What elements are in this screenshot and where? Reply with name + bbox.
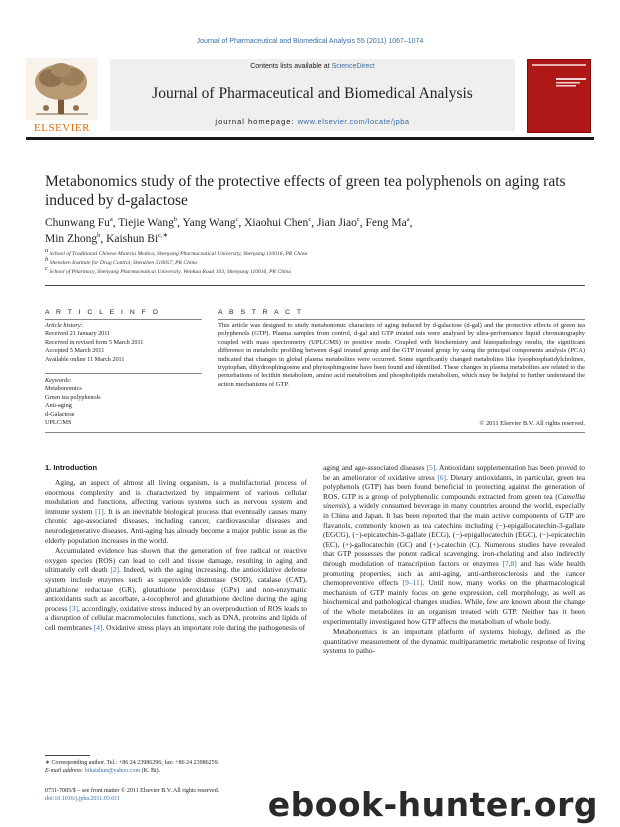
journal-homepage <box>110 117 515 126</box>
keyword: UPLC/MS <box>45 419 72 427</box>
citation-link[interactable]: [7,8] <box>502 558 517 568</box>
author[interactable]: Jian Jiao$^c$ <box>316 216 360 229</box>
journal-cover-thumbnail <box>527 59 591 133</box>
history-item: Received in revised form 5 March 2011 <box>45 338 144 346</box>
author[interactable]: Xiaohui Chen$^c$ <box>244 216 312 229</box>
body-paragraph: Metabonomics is an important platform of systems biology, defined as the quantitative measurement of the dynamic multiparametric metabolic response of living systems to patho- <box>323 627 585 656</box>
author[interactable]: Kaishun $Bi^{c,∗}$ <box>106 232 169 245</box>
homepage-link[interactable]: www.elsevier.com/locate/jpba <box>297 117 410 126</box>
citation-link[interactable]: [1] <box>95 506 104 516</box>
corresponding-author-footnote <box>45 759 307 775</box>
history-item: Available online 11 March 2011 <box>45 355 125 363</box>
abstract-text: This article was designed to study metabonomic characters of aging induced by d-galactose (d-gal) and the protective effects of green tea polyphenols (GTP). Plasma samples from control, d-gal and GTP treated rats were analysed by ultra-performance liquid chromatography coupled with mass spectrometry (UPLC/MS) in positive mode. Coupled with biochemistry and histopathology results, the significant difference in metabolic profiling between d-gal treated group and the GTP treated group by using the principal components analysis (PCA) indicated that changes in global plasma metabolites were occurred. Some significantly changed metabolites like lysophosphatidylcholines, tryptophan, dihydrosphingosine and phytosphingosine have been found and identified. These changes in plasma metabolites are related to the perturbations of lecithin metabolism, amino acid metabolism and phospholipids metabolism, which may be helpful to further understand the action mechanisms of GTP. <box>218 322 585 388</box>
email-link[interactable]: bikaishun@yahoo.com <box>84 768 141 774</box>
cover-title-graphic <box>556 78 588 91</box>
author[interactable]: Yang Wang$^c$ <box>182 216 239 229</box>
sciencedirect-link[interactable]: ScienceDirect <box>331 63 375 70</box>
body-column-left <box>45 478 307 634</box>
body-column-right <box>323 463 585 657</box>
homepage-label: journal homepage: <box>215 117 298 126</box>
affiliation: $^b$ Shenzhen Institute for Drug Control, Shenzhen 518057, PR China <box>45 256 198 266</box>
author[interactable]: Chunwang Fu$^a$ <box>45 216 113 229</box>
contents-line <box>110 63 515 70</box>
article-info-rule <box>45 319 202 320</box>
cover-decoration <box>532 64 586 66</box>
journal-name: Journal of Pharmaceutical and Biomedical Analysis <box>152 85 473 102</box>
watermark-banner <box>0 786 620 827</box>
author[interactable]: Tiejie Wang$^b$ <box>118 216 178 229</box>
publisher-name: ELSEVIER <box>34 122 90 134</box>
history-item: Accepted 5 March 2011 <box>45 347 105 355</box>
author[interactable]: Feng Ma$^a$ <box>365 216 410 229</box>
keyword: Metabonomics <box>45 385 82 393</box>
abstract-bottom-rule <box>45 432 585 433</box>
keywords-label: Keywords: <box>45 377 72 384</box>
article-title: Metabonomics study of the protective effects of green tea polyphenols on aging rats induced by d-galactose <box>45 173 566 209</box>
journal-reference[interactable]: Journal of Pharmaceutical and Biomedical Analysis 55 (2011) 1067–1074 <box>196 38 424 45</box>
body-paragraph: aging and age-associated diseases [5]. Antioxidant supplementation has been proved to be an ameliorator of oxidative stress [6]. Dietary antioxidants, in particular, green tea polyphenols (GTP) has been found beneficial in protecting against the generation of ROS. GTP is a group of polyphenolic compounds extracted from green tea (Camellia sinensis), a widely consumed beverage in many countries around the world, especially in China and Japan. It has been reported that the main active components of GTP are flavanols, commonly known as tea catechins including (−)-epigallocatechin-3-gallate (EGCG), (−)-epicatechin-3-gallate (ECG), (−)-epigallocatechin (EGC), (−)-epicatechin (EC), (+)-gallocatechin (GC) and (+)-catechin (C). Numerous studies have revealed that GTP possesses the potent radical scavenging, iron-chelating and also indirectly through modulation of transcription factors or enzymes [7,8] and has wide health promoting properties, such as anti-aging, anti-artherosclerosis and the cancer chemopreventive effects [9–11]. Until now, many works on the pharmacological mechanism of GTP mainly focus on gene expression, cell morphology, as well as biochemical and pathological changes studies. While, few are known about the change of the whole metabolites in an organism treated with GTP. Neither has it been experimentally investigated how GTP affects the metabolism of whole body. <box>323 463 585 626</box>
keyword: d-Galactose <box>45 410 75 418</box>
history-item: Received 21 January 2011 <box>45 330 111 338</box>
citation-link[interactable]: [5] <box>426 463 436 472</box>
affiliation: $^a$ School of Traditional Chinese Materia Medica, Shenyang Pharmaceutical University, Shenyang 110016, PR China <box>45 247 308 257</box>
citation-link[interactable]: [3] <box>69 603 78 613</box>
keywords <box>45 377 202 427</box>
section-heading-introduction: 1. Introduction <box>45 463 98 472</box>
abstract-copyright: © 2011 Elsevier B.V. All rights reserved. <box>479 420 585 427</box>
history-label: Article history: <box>45 322 83 329</box>
corresponding-line: ∗ Corresponding author. Tel.: +86 24 23986296; fax: +86 24 23986259. <box>45 760 220 766</box>
email-line: E-mail address: bikaishun@yahoo.com (K. Bi). <box>45 768 161 774</box>
abstract-heading: A B S T R A C T <box>218 309 304 316</box>
affiliation: $^c$ School of Pharmacy, Shenyang Pharmaceutical University, Wenhua Road 103, Shenyang 110016, PR China <box>45 265 292 275</box>
contents-prefix: Contents lists available at <box>250 63 332 70</box>
affiliation-rule <box>45 285 585 286</box>
article-info-heading: A R T I C L E I N F O <box>45 309 161 316</box>
footnote-rule <box>45 755 90 756</box>
body-paragraph: Accumulated evidence has shown that the generation of free radical or reactive oxygen species (ROS) can lead to cell and tissue damage, resulting in aging and ultimately cell death [2]. Indeed, with the aging increasing, the antioxidative defense system include enzymes such as superoxide dismutase (SOD), catalase (CAT), glutathione reductase (GR), glutathione peroxidase (GPx) and non-enzymatic antioxidants such as ascorbate, a-tocopherol and glutathione decline during the aging process [3], accordingly, oxidative stress induced by an overproduction of ROS leads to a disruption of cellular macromolecules functions, such as DNA, proteins and lipids of cell membranes [4]. Oxidative stress plays an important role during the pathogenesis of <box>45 546 307 632</box>
citation-link[interactable]: [4] <box>93 622 103 632</box>
keyword: Green tea polyphenols <box>45 393 101 401</box>
citation-link[interactable]: [2] <box>110 565 119 575</box>
citation-link[interactable]: [6] <box>437 472 446 482</box>
article-history <box>45 322 202 364</box>
keywords-rule <box>45 373 202 374</box>
author[interactable]: Min Zhong$^b$ <box>45 232 101 245</box>
body-paragraph: Aging, an aspect of almost all living organism, is a multifactorial process of enormous complexity and is characterized by impairment of various cellular modulation and functions, affecting various systems such as nervous system and immune system [1]. It is an inevitable biological process that eventually causes many chronic age-associated diseases, including cancer, cardiovascular diseases and neurodegenerative diseases. Anti-aging has already become a major public issue as the elderly population increases in the world. <box>45 478 307 545</box>
header-rule <box>26 137 594 140</box>
abstract-rule <box>218 319 585 320</box>
doi-link[interactable]: doi:10.1016/j.jpba.2011.03.011 <box>45 796 121 802</box>
affiliations <box>45 247 585 277</box>
keyword: Anti-aging <box>45 402 72 410</box>
citation-link[interactable]: [9–11] <box>402 578 423 588</box>
issn-line: 0731-7085/$ – see front matter © 2011 Elsevier B.V. All rights reserved. <box>45 788 220 794</box>
watermark-text: ebook-hunter.org <box>267 785 598 824</box>
author-list: Chunwang Fu$^a$, Tiejie Wang$^b$, Yang Wang$^c$, Xiaohui Chen$^c$, Jian Jiao$^c$, Feng Ma$^a$, Min Zhong$^b$, Kaishun $Bi^{c,∗}$ <box>45 216 413 245</box>
